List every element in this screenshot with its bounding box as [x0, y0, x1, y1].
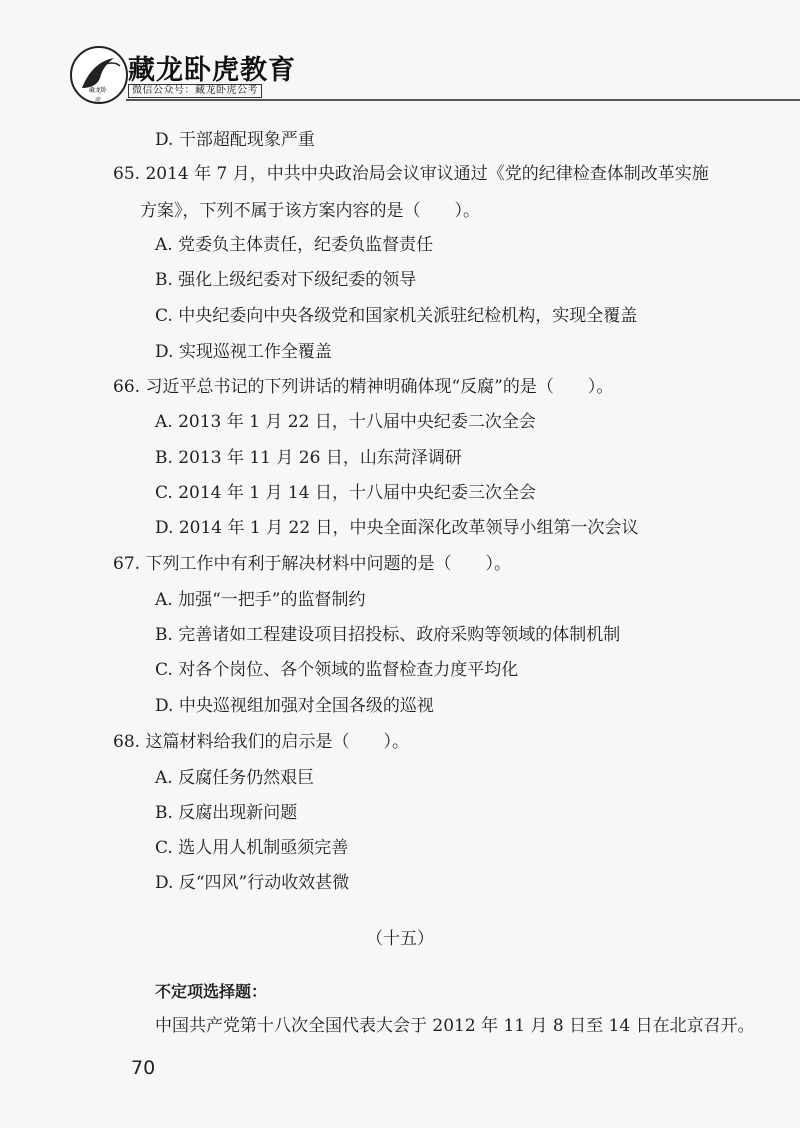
question-65: 65. 2014 年 7 月，中共中央政治局会议审议通过《党的纪律检查体制改革实施 [113, 164, 709, 184]
section-heading: （十五） [366, 929, 434, 949]
option-line: B. 2013 年 11 月 26 日，山东菏泽调研 [155, 448, 462, 468]
option-line: B. 反腐出现新问题 [155, 803, 298, 823]
option-line: A. 加强“一把手”的监督制约 [155, 590, 366, 610]
option-line: B. 完善诸如工程建设项目招投标、政府采购等领域的体制机制 [155, 625, 621, 645]
option-line: C. 中央纪委向中央各级党和国家机关派驻纪检机构，实现全覆盖 [155, 306, 638, 326]
header-divider [126, 99, 800, 101]
option-line: A. 反腐任务仍然艰巨 [155, 768, 315, 788]
question-68: 68. 这篇材料给我们的启示是（ ）。 [113, 732, 409, 752]
option-line: C. 选人用人机制亟须完善 [155, 838, 349, 858]
page-number: 70 [131, 1057, 156, 1079]
logo-badge-text: 藏龙卧虎 [88, 87, 107, 104]
option-line: D. 反“四风”行动收效甚微 [155, 873, 350, 893]
option-line: D. 实现巡视工作全覆盖 [155, 342, 332, 362]
page-header [0, 0, 800, 104]
option-line: D. 干部超配现象严重 [155, 130, 315, 150]
option-line: D. 2014 年 1 月 22 日，中央全面深化改革领导小组第一次会议 [155, 518, 639, 538]
option-line: A. 2013 年 1 月 22 日，十八届中央纪委二次全会 [155, 412, 536, 432]
option-line: B. 强化上级纪委对下级纪委的领导 [155, 270, 417, 290]
question-65-continued: 方案》，下列不属于该方案内容的是（ ）。 [140, 201, 480, 221]
paragraph-line: 中国共产党第十八次全国代表大会于 2012 年 11 月 8 日至 14 日在北京召开。 [155, 1016, 755, 1036]
option-line: A. 党委负主体责任，纪委负监督责任 [155, 235, 434, 255]
question-66: 66. 习近平总书记的下列讲话的精神明确体现“反腐”的是（ ）。 [113, 377, 614, 397]
option-line: D. 中央巡视组加强对全国各级的巡视 [155, 696, 434, 716]
brand-subtitle: 微信公众号：藏龙卧虎公考 [128, 84, 262, 98]
brand-title: 藏龙卧虎教育 [128, 55, 296, 86]
question-type-heading: 不定项选择题： [155, 982, 268, 1001]
option-line: C. 对各个岗位、各个领域的监督检查力度平均化 [155, 660, 519, 680]
option-line: C. 2014 年 1 月 14 日，十八届中央纪委三次全会 [155, 483, 536, 503]
question-67: 67. 下列工作中有利于解决材料中问题的是（ ）。 [113, 554, 511, 574]
